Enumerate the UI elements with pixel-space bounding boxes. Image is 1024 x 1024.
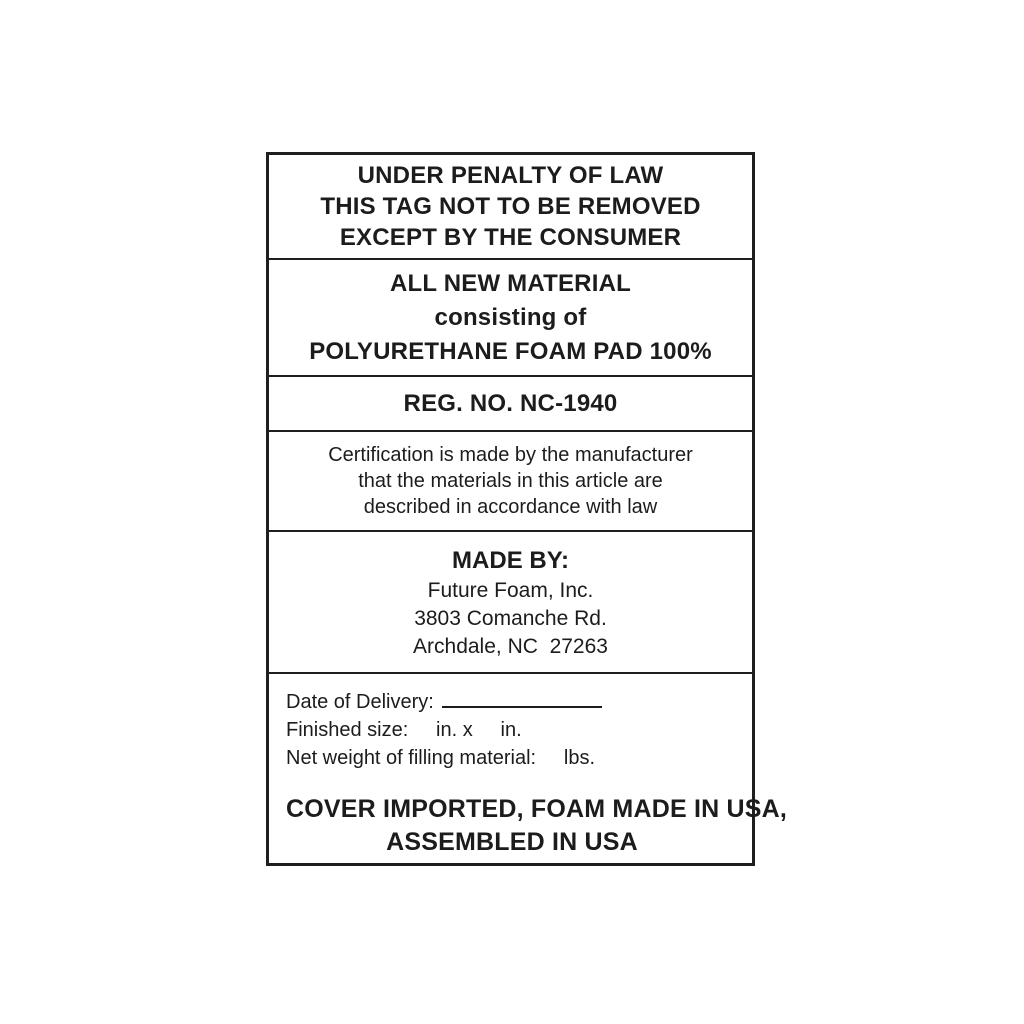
reg-number: REG. NO. NC-1940 (403, 389, 618, 417)
manufacturer-city-state-zip: Archdale, NC 27263 (413, 634, 608, 658)
origin-line: COVER IMPORTED, FOAM MADE IN USA, (286, 795, 788, 823)
penalty-line: THIS TAG NOT TO BE REMOVED (320, 193, 701, 220)
manufacturer-name: Future Foam, Inc. (427, 578, 594, 602)
section-made-by (269, 532, 752, 674)
section-penalty-notice (269, 155, 752, 260)
material-line: ALL NEW MATERIAL (390, 269, 631, 297)
section-registration-number (269, 377, 752, 432)
penalty-line: EXCEPT BY THE CONSUMER (339, 224, 682, 251)
law-label (266, 152, 788, 866)
penalty-line: UNDER PENALTY OF LAW (357, 162, 664, 189)
certification-line: Certification is made by the manufacturer (328, 444, 693, 466)
finished-size-line: Finished size: in. x in. (286, 719, 522, 741)
origin-statement (286, 793, 788, 859)
certification-line: described in accordance with law (363, 496, 658, 518)
certification-line: that the materials in this article are (358, 470, 663, 492)
made-by-heading: MADE BY: (452, 546, 569, 574)
manufacturer-street: 3803 Comanche Rd. (414, 606, 607, 630)
date-of-delivery-row (286, 686, 738, 716)
material-line: POLYURETHANE FOAM PAD 100% (309, 337, 712, 365)
material-line: consisting of (434, 303, 587, 331)
section-delivery-details (269, 674, 788, 863)
section-certification (269, 432, 752, 532)
date-of-delivery-blank-line (442, 686, 602, 708)
date-of-delivery-label: Date of Delivery: (286, 691, 434, 713)
section-material-contents (269, 260, 752, 377)
net-weight-line: Net weight of filling material: lbs. (286, 747, 596, 769)
origin-line: ASSEMBLED IN USA (386, 828, 638, 856)
